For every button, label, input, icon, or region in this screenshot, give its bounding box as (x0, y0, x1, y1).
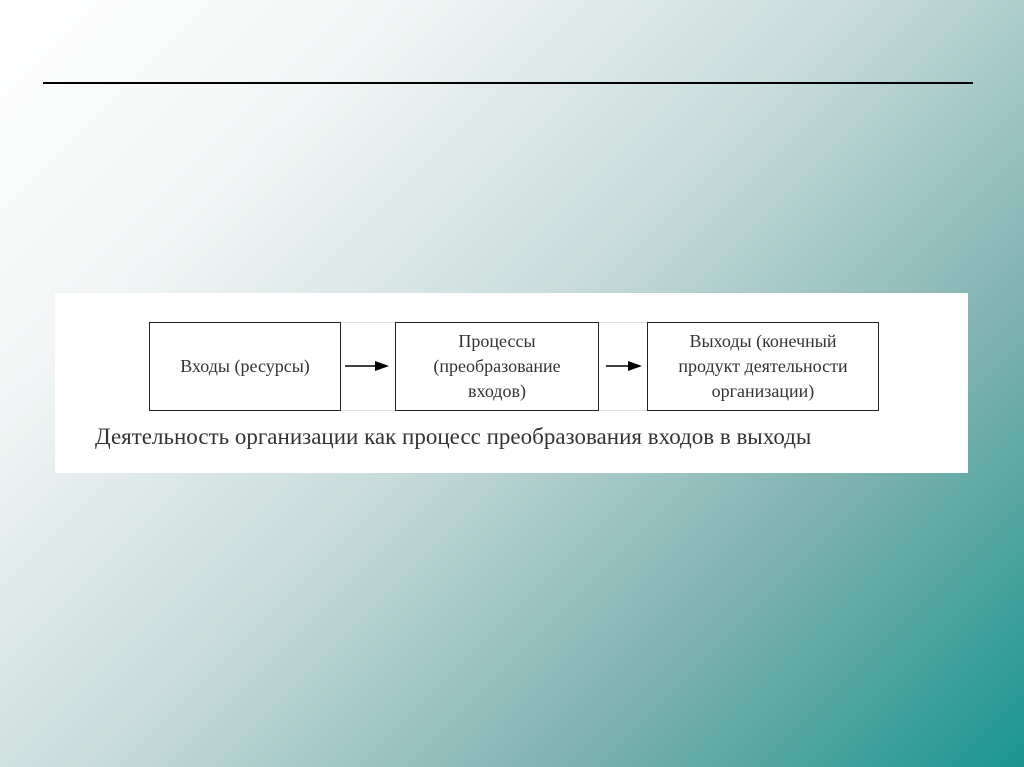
process-diagram (55, 293, 968, 473)
inputs-box-line: Входы (ресурсы) (180, 356, 310, 376)
processes-box-line: (преобразование (433, 356, 561, 376)
inputs-box (149, 322, 341, 411)
processes-box-line: Процессы (458, 331, 536, 351)
outputs-box-line: продукт деятельности (678, 356, 848, 376)
outputs-box-line: организации) (711, 381, 815, 401)
processes-box-line: входов) (468, 381, 526, 401)
diagram-caption: Деятельность организации как процесс преобразования входов в выходы (95, 424, 812, 449)
processes-box (395, 322, 599, 411)
outputs-box (647, 322, 879, 411)
arrow-right-icon (345, 360, 389, 372)
arrow-right-icon (606, 360, 642, 372)
title-underline (43, 82, 973, 84)
outputs-box-line: Выходы (конечный (689, 331, 837, 351)
